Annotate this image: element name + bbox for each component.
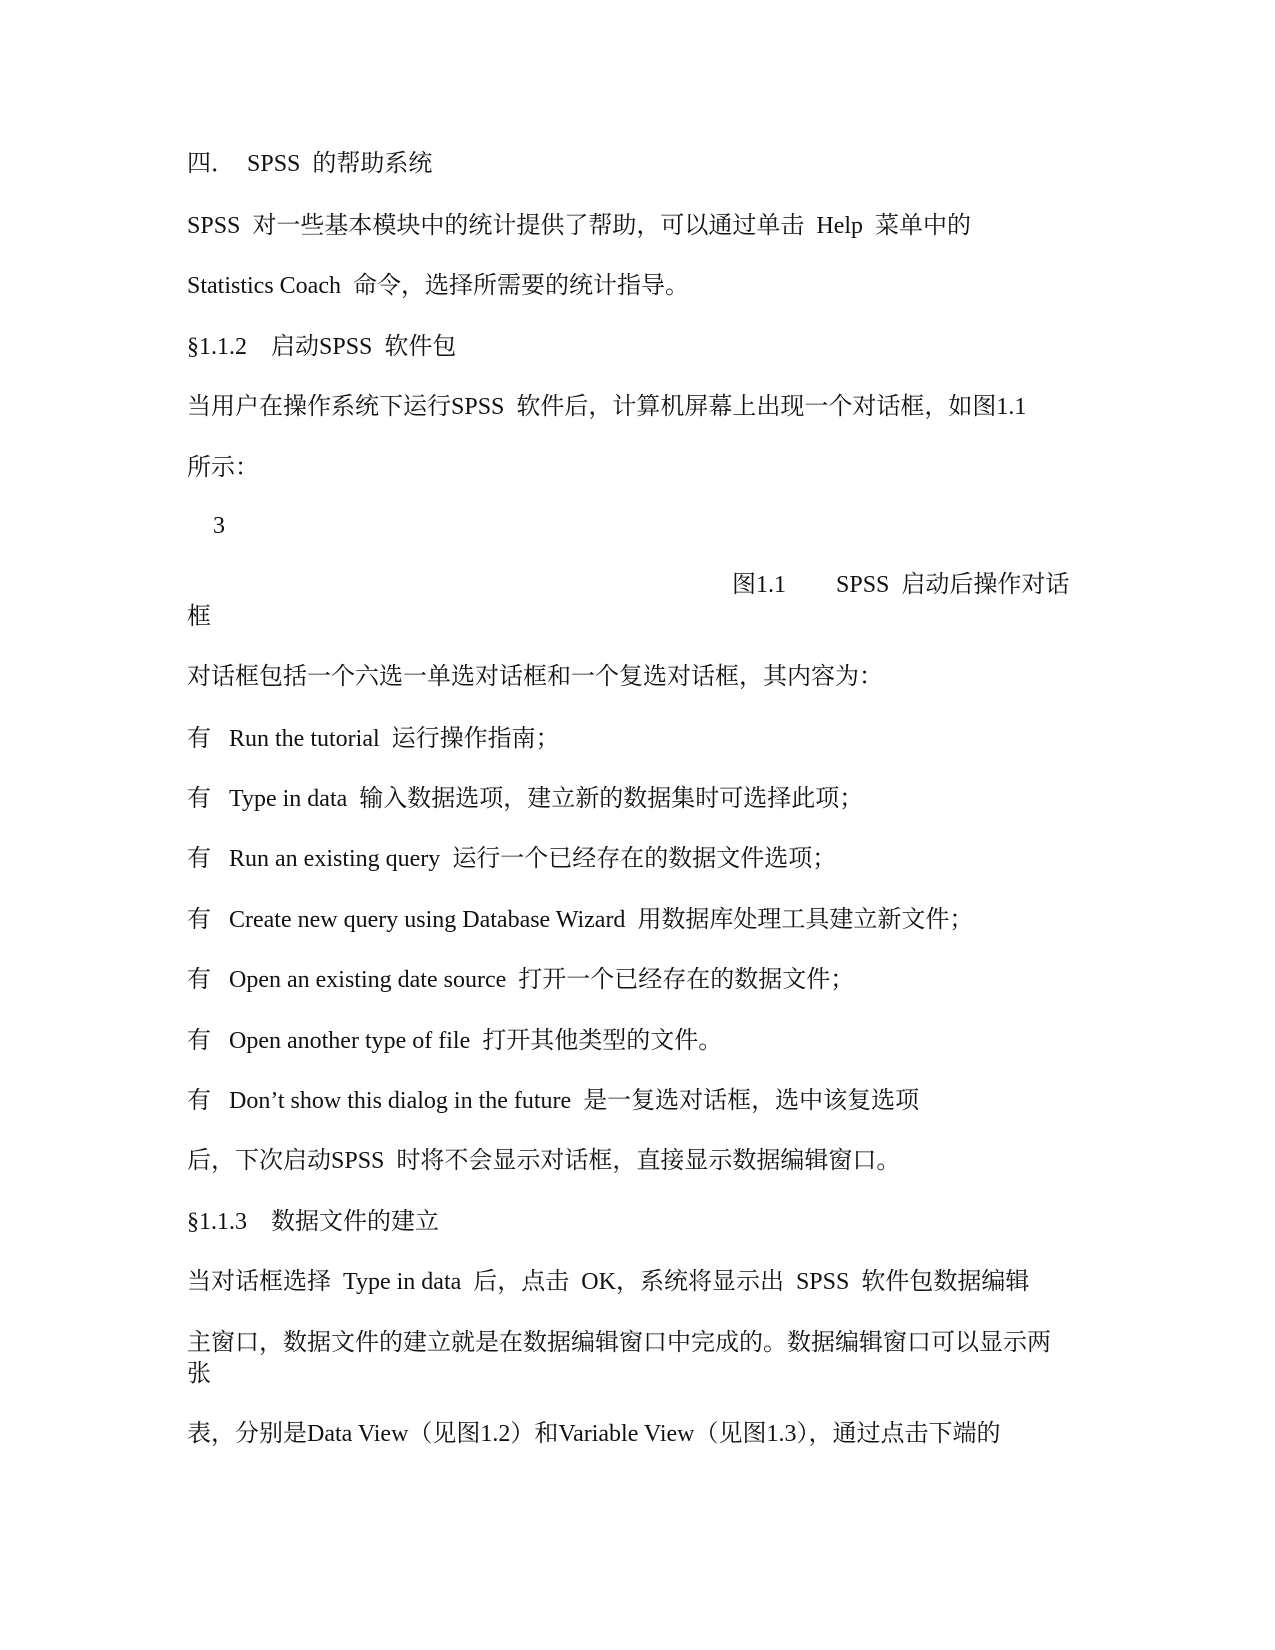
option-label: Create new query using Database Wizard [229, 907, 626, 933]
section-heading-help: 四． SPSS 的帮助系统 [187, 151, 433, 177]
paragraph-line: 当用户在操作系统下运行SPSS 软件后，计算机屏幕上出现一个对话框，如图1.1 [187, 394, 1027, 420]
option-description: 打开一个已经存在的数据文件； [518, 967, 855, 993]
figure-caption-number: 图1.1 [732, 572, 786, 598]
option-item [187, 1087, 919, 1115]
options-intro: 对话框包括一个六选一单选对话框和一个复选对话框，其内容为： [187, 664, 883, 690]
option-item [187, 725, 560, 753]
option-description: 是一复选对话框，选中该复选项 [583, 1088, 920, 1114]
option-description: 输入数据选项，建立新的数据集时可选择此项； [359, 786, 864, 812]
figure-caption-title: SPSS 启动后操作对话 [836, 572, 1070, 598]
option-bullet: 有 [187, 907, 211, 933]
paragraph-line: 当对话框选择 Type in data 后，点击 OK，系统将显示出 SPSS 软件包数据编辑 [187, 1269, 1030, 1295]
figure-caption [732, 571, 1069, 599]
paragraph-line: 表，分别是Data View（见图1.2）和Variable View（见图1.3），通过点击下端的 [187, 1421, 1001, 1447]
option-description: 运行操作指南； [391, 726, 560, 752]
option-bullet: 有 [187, 967, 211, 993]
option-item [187, 785, 863, 813]
option-bullet: 有 [187, 1088, 211, 1114]
option-item [187, 845, 836, 873]
paragraph-line: SPSS 对一些基本模块中的统计提供了帮助，可以通过单击 Help 菜单中的 [187, 213, 972, 239]
option-description: 用数据库处理工具建立新文件； [637, 907, 974, 933]
option-bullet: 有 [187, 846, 211, 872]
paragraph-line: 主窗口，数据文件的建立就是在数据编辑窗口中完成的。数据编辑窗口可以显示两 [187, 1330, 1051, 1356]
option-item [187, 906, 973, 934]
option-description: 打开其他类型的文件。 [482, 1028, 723, 1054]
option-label: Type in data [229, 786, 348, 812]
option-label: Run the tutorial [229, 726, 380, 752]
option-label: Open an existing date source [229, 967, 507, 993]
option-item [187, 966, 854, 994]
paragraph-line: 所示： [187, 455, 259, 481]
option-item [187, 1027, 722, 1055]
option-label: Open another type of file [229, 1028, 471, 1054]
option-label: Run an existing query [229, 846, 441, 872]
section-heading-startup: §1.1.2 启动SPSS 软件包 [187, 334, 457, 360]
paragraph-line: Statistics Coach 命令，选择所需要的统计指导。 [187, 273, 689, 299]
option-bullet: 有 [187, 726, 211, 752]
paragraph-line: 后，下次启动SPSS 时将不会显示对话框，直接显示数据编辑窗口。 [187, 1148, 901, 1174]
section-heading-datafile: §1.1.3 数据文件的建立 [187, 1209, 439, 1235]
figure-caption-wrap: 框 [187, 604, 211, 630]
option-description: 运行一个已经存在的数据文件选项； [452, 846, 837, 872]
paragraph-line: 张 [187, 1361, 211, 1387]
figure-placeholder-text: 3 [213, 513, 225, 539]
option-bullet: 有 [187, 1028, 211, 1054]
option-bullet: 有 [187, 786, 211, 812]
option-label: Don’t show this dialog in the future [229, 1088, 572, 1114]
